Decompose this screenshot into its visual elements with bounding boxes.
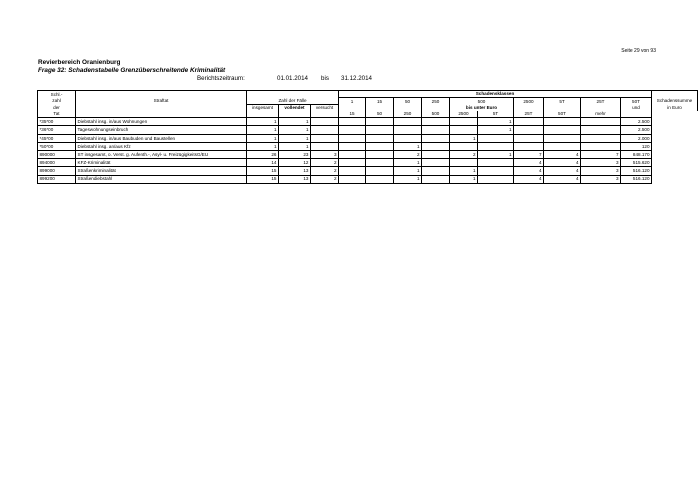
row-completed: 13 — [279, 167, 311, 175]
row-code: 899000 — [38, 167, 76, 175]
row-damage-sum: 2.000 — [621, 134, 652, 142]
row-damage-class-count — [366, 167, 394, 175]
period-date-from: 01.01.2014 — [277, 75, 308, 82]
row-damage-class-count — [478, 175, 514, 183]
class-top-label: 250 — [422, 98, 450, 105]
row-damage-class-count: 3 — [581, 167, 621, 175]
row-damage-class-count — [366, 126, 394, 134]
class-top-label: 2500 — [514, 98, 544, 105]
row-damage-class-count — [422, 175, 450, 183]
col-header-attempted-end — [311, 111, 339, 118]
row-damage-class-count: 1 — [394, 159, 422, 167]
row-damage-class-count — [422, 151, 450, 159]
period-label: Berichtszeitraum: — [197, 75, 245, 82]
row-total: 26 — [247, 151, 279, 159]
row-damage-class-count: 1 — [478, 118, 514, 126]
class-top-label: 5T — [544, 98, 581, 105]
class-mid-blank — [394, 104, 422, 111]
row-attempted — [311, 118, 339, 126]
row-offense: ST insgesamt, o. Verst. g. Aufenth.-, Asyl- u. FreizügigkeitsG/EU — [76, 151, 247, 159]
row-attempted — [311, 126, 339, 134]
row-damage-class-count: 7 — [514, 151, 544, 159]
row-damage-class-count: 7 — [581, 151, 621, 159]
row-damage-class-count — [422, 126, 450, 134]
class-bottom-label: mehr — [581, 111, 621, 118]
row-damage-class-count: 1 — [394, 175, 422, 183]
row-completed: 13 — [279, 175, 311, 183]
row-code: *35*00 — [38, 118, 76, 126]
row-damage-class-count — [394, 126, 422, 134]
class-top-label: 50 — [394, 98, 422, 105]
row-code: 899200 — [38, 175, 76, 183]
class-bottom-label: 500 — [422, 111, 450, 118]
row-damage-sum: 515.620 — [621, 159, 652, 167]
class-bottom-label: 50 — [366, 111, 394, 118]
row-total: 15 — [247, 167, 279, 175]
col-header-damage-classes: Schadensklassen — [339, 91, 652, 98]
row-damage-class-count — [366, 151, 394, 159]
row-damage-class-count: 1 — [478, 151, 514, 159]
row-damage-class-count — [339, 159, 366, 167]
row-damage-class-count — [339, 118, 366, 126]
table-row — [38, 134, 698, 142]
row-damage-class-count — [514, 134, 544, 142]
class-top-label: 25T — [581, 98, 621, 105]
row-damage-class-count: 1 — [450, 134, 478, 142]
period-date-to: 31.12.2014 — [341, 75, 372, 82]
row-damage-class-count — [544, 118, 581, 126]
row-damage-class-count — [394, 118, 422, 126]
region-title: Revierbereich Oranienburg — [38, 59, 121, 66]
row-attempted — [311, 134, 339, 142]
col-header-sum-end — [621, 111, 652, 118]
table-row — [38, 167, 698, 175]
row-damage-class-count — [478, 142, 514, 150]
row-attempted — [311, 142, 339, 150]
row-damage-class-count — [581, 118, 621, 126]
col-header-sum-label-2: in Euro — [652, 104, 698, 111]
row-damage-class-count: 1 — [450, 167, 478, 175]
row-attempted: 2 — [311, 167, 339, 175]
row-offense: Diebstahl insg. in/aus Baubuden und Baustellen — [76, 134, 247, 142]
col-header-sum — [652, 91, 698, 98]
class-mid-label: bis unter Euro — [450, 104, 514, 111]
row-completed: 12 — [279, 159, 311, 167]
row-damage-class-count: 4 — [514, 159, 544, 167]
row-damage-class-count — [450, 159, 478, 167]
class-bottom-label: 2500 — [450, 111, 478, 118]
row-damage-class-count — [339, 142, 366, 150]
row-total: 1 — [247, 118, 279, 126]
col-header-sum-label: Schadenssumme — [652, 98, 698, 105]
row-damage-class-count — [422, 167, 450, 175]
row-damage-class-count: 4 — [514, 167, 544, 175]
class-mid-blank — [544, 104, 581, 111]
col-header-completed-end — [279, 111, 311, 118]
row-damage-class-count — [514, 126, 544, 134]
class-top-label: 15 — [366, 98, 394, 105]
row-code: *36*00 — [38, 126, 76, 134]
row-damage-class-count: 2 — [450, 151, 478, 159]
class-mid-blank — [581, 104, 621, 111]
row-total: 14 — [247, 159, 279, 167]
class-top-label: 1 — [339, 98, 366, 105]
row-damage-class-count — [478, 159, 514, 167]
class-bottom-label: 250 — [394, 111, 422, 118]
row-damage-class-count — [366, 134, 394, 142]
class-top-label: 50T — [621, 98, 652, 105]
row-offense: KFZ-Kriminalität — [76, 159, 247, 167]
class-bottom-label: 5T — [478, 111, 514, 118]
col-header-attempted: versucht — [311, 104, 339, 111]
row-damage-class-count: 3 — [581, 175, 621, 183]
row-damage-class-count: 4 — [544, 159, 581, 167]
row-damage-sum: 2.500 — [621, 126, 652, 134]
row-damage-class-count — [422, 118, 450, 126]
row-completed: 1 — [279, 134, 311, 142]
row-total: 1 — [247, 142, 279, 150]
row-damage-class-count — [339, 167, 366, 175]
row-total: 15 — [247, 175, 279, 183]
row-completed: 1 — [279, 142, 311, 150]
col-header-offense-end — [76, 111, 247, 118]
row-damage-sum: 2.500 — [621, 118, 652, 126]
row-damage-sum: 516.120 — [621, 175, 652, 183]
row-offense: Straßenkriminalität — [76, 167, 247, 175]
row-offense: Diebstahl insg. an/aus Kfz — [76, 142, 247, 150]
row-damage-sum: 120 — [621, 142, 652, 150]
row-damage-class-count — [581, 142, 621, 150]
row-damage-sum: 848.170 — [621, 151, 652, 159]
row-damage-class-count — [450, 126, 478, 134]
col-header-code-3: der — [38, 104, 76, 111]
row-completed: 1 — [279, 126, 311, 134]
row-damage-class-count — [339, 151, 366, 159]
report-question-title: Frage 32: Schadenstabelle Grenzüberschreitende Kriminalität — [38, 67, 226, 74]
row-damage-class-count — [422, 142, 450, 150]
row-attempted: 2 — [311, 159, 339, 167]
page-number: Seite 29 von 93 — [621, 48, 656, 54]
row-damage-class-count — [366, 142, 394, 150]
class-top-label: 500 — [450, 98, 514, 105]
row-attempted: 2 — [311, 175, 339, 183]
row-damage-class-count — [339, 134, 366, 142]
table-row — [38, 126, 698, 134]
table-body — [38, 118, 698, 184]
period-date-separator: bis — [321, 75, 329, 82]
row-damage-class-count — [514, 118, 544, 126]
class-bottom-label: 50T — [544, 111, 581, 118]
row-damage-class-count — [544, 126, 581, 134]
class-bottom-label: 15 — [339, 111, 366, 118]
class-mid-label: und — [621, 104, 652, 111]
damage-table — [37, 90, 698, 184]
row-damage-class-count — [366, 175, 394, 183]
row-damage-class-count: 2 — [394, 151, 422, 159]
row-damage-class-count: 3 — [581, 159, 621, 167]
row-damage-class-count — [422, 134, 450, 142]
row-damage-class-count: 1 — [394, 167, 422, 175]
row-damage-class-count: 1 — [394, 142, 422, 150]
row-code: 894000 — [38, 159, 76, 167]
row-damage-class-count: 4 — [544, 175, 581, 183]
row-attempted: 3 — [311, 151, 339, 159]
class-mid-blank — [514, 104, 544, 111]
class-bottom-label: 25T — [514, 111, 544, 118]
class-mid-blank — [422, 104, 450, 111]
row-damage-class-count — [450, 142, 478, 150]
row-offense: Diebstahl insg. in/aus Wohnungen — [76, 118, 247, 126]
row-completed: 23 — [279, 151, 311, 159]
col-header-offense-label: Straftat — [76, 98, 247, 105]
row-code: 890000 — [38, 151, 76, 159]
row-damage-class-count — [422, 159, 450, 167]
table-row — [38, 151, 698, 159]
row-completed: 1 — [279, 118, 311, 126]
row-damage-class-count — [581, 134, 621, 142]
row-damage-class-count: 1 — [450, 175, 478, 183]
row-code: *45*00 — [38, 134, 76, 142]
table-header — [38, 91, 698, 118]
col-header-completed: vollendet — [279, 104, 311, 111]
col-header-offense-blank — [76, 104, 247, 111]
table-row — [38, 142, 698, 150]
col-header-code-2: zahl — [38, 98, 76, 105]
row-offense: Tageswohnungseinbruch — [76, 126, 247, 134]
row-damage-class-count — [544, 142, 581, 150]
row-damage-class-count — [339, 175, 366, 183]
class-mid-blank — [366, 104, 394, 111]
row-code: *50*00 — [38, 142, 76, 150]
class-mid-blank — [339, 104, 366, 111]
col-header-code: Schl.- — [38, 91, 76, 98]
col-header-offense — [76, 91, 247, 98]
table-row — [38, 159, 698, 167]
row-damage-class-count — [478, 134, 514, 142]
row-damage-class-count — [366, 118, 394, 126]
row-damage-class-count: 4 — [514, 175, 544, 183]
row-damage-class-count — [581, 126, 621, 134]
row-offense: Straßendiebstahl — [76, 175, 247, 183]
table-row — [38, 118, 698, 126]
col-header-total-end — [247, 111, 279, 118]
row-damage-class-count — [514, 142, 544, 150]
col-header-code-4: Tat — [38, 111, 76, 118]
col-header-cases — [247, 91, 339, 98]
table-row — [38, 175, 698, 183]
row-damage-sum: 516.120 — [621, 167, 652, 175]
row-damage-class-count — [450, 118, 478, 126]
row-damage-class-count — [394, 134, 422, 142]
row-damage-class-count — [478, 167, 514, 175]
col-header-total: insgesamt — [247, 104, 279, 111]
row-damage-class-count: 1 — [478, 126, 514, 134]
row-damage-class-count: 4 — [544, 151, 581, 159]
row-damage-class-count — [366, 159, 394, 167]
row-damage-class-count: 4 — [544, 167, 581, 175]
row-damage-class-count — [339, 126, 366, 134]
row-total: 1 — [247, 126, 279, 134]
row-damage-class-count — [544, 134, 581, 142]
col-header-cases-label: Zahl der Fälle — [247, 98, 339, 105]
row-total: 1 — [247, 134, 279, 142]
